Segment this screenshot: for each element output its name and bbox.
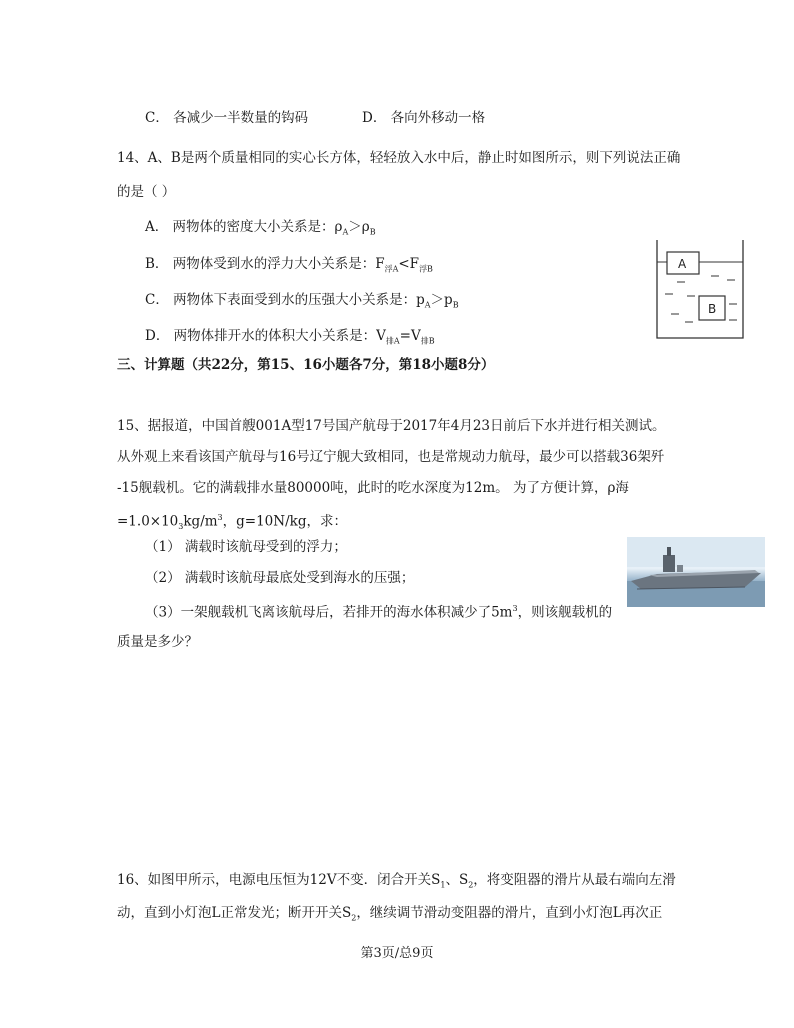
q16-line-2 bbox=[117, 903, 662, 929]
q15-line-4 bbox=[117, 508, 347, 537]
q15-part-3-post: ，则该舰载机的 bbox=[517, 604, 613, 621]
q14-option-c bbox=[145, 290, 459, 316]
q14-option-b bbox=[145, 254, 433, 280]
block-a-label: A bbox=[678, 257, 687, 271]
q16-line-1-post: ，将变阻器的滑片从最右端向左滑 bbox=[473, 872, 676, 888]
q15-line-4-pre: =1.0×10 bbox=[117, 513, 179, 530]
q14-option-a-mid: ＞ρ bbox=[348, 219, 370, 235]
aircraft-carrier-photo bbox=[627, 537, 765, 607]
q15-line-3: -15舰载机。它的满载排水量80000吨，此时的吃水深度为12m。 为了方便计算，ρ海 bbox=[117, 480, 629, 496]
q14-option-a bbox=[145, 217, 376, 243]
q16-line-1-s1: 1 bbox=[440, 880, 446, 890]
q15-part-3-sup: 3 bbox=[512, 604, 518, 613]
q14-option-a-sub2: B bbox=[369, 227, 376, 237]
q15-line-2: 从外观上来看该国产航母与16号辽宁舰大致相同，也是常规动力航母，最少可以搭载36架歼 bbox=[117, 449, 665, 465]
carrier-mast bbox=[667, 547, 671, 556]
aircraft-carrier-illustration bbox=[627, 537, 765, 607]
q14-stem-line-1: 14、A、B是两个质量相同的实心长方体，轻轻放入水中后，静止时如图所示，则下列说法正确 bbox=[117, 150, 681, 166]
q16-line-2-post: ，继续调节滑动变阻器的滑片，直到小灯泡L再次正 bbox=[356, 905, 663, 921]
carrier-island bbox=[663, 555, 675, 572]
q14-option-d-sub2: 排B bbox=[420, 336, 435, 346]
q14-option-b-sub2: 浮B bbox=[419, 264, 433, 274]
carrier-structure bbox=[677, 565, 683, 572]
q13-option-c: C． 各减少一半数量的钩码 bbox=[145, 110, 309, 126]
q14-stem-line-2: 的是（ ） bbox=[117, 184, 176, 200]
q15-part-1: （1） 满载时该航母受到的浮力； bbox=[145, 539, 347, 555]
page-footer: 第3页/总9页 bbox=[360, 946, 434, 961]
q15-line-4-sup: 3 bbox=[217, 513, 223, 522]
q14-option-c-sub1: A bbox=[424, 300, 431, 310]
q15-line-4-mid: kg/m bbox=[183, 513, 218, 530]
q16-line-2-pre: 动，直到小灯泡L正常发光；断开开关S bbox=[117, 905, 352, 921]
q16-line-1-mid: 、S bbox=[445, 872, 469, 888]
q14-option-a-sub1: A bbox=[342, 227, 349, 237]
q15-part-3 bbox=[145, 599, 612, 623]
q14-option-c-text: C． 两物体下表面受到水的压强大小关系是：p bbox=[145, 292, 425, 308]
q14-option-a-text: A． 两物体的密度大小关系是：ρ bbox=[145, 219, 343, 235]
q14-option-d-mid: =V bbox=[399, 328, 421, 344]
q14-option-b-text: B． 两物体受到水的浮力大小关系是：F bbox=[145, 256, 385, 272]
q15-part-2: （2） 满载时该航母最底处受到海水的压强； bbox=[145, 570, 415, 586]
q16-line-2-s2: 2 bbox=[351, 913, 357, 923]
q14-option-d-sub1: 排A bbox=[385, 336, 400, 346]
q14-option-c-sub2: B bbox=[452, 300, 459, 310]
q14-water-container-figure bbox=[655, 238, 745, 340]
q14-option-c-mid: ＞p bbox=[430, 292, 453, 308]
section-3-heading: 三、计算题（共22分，第15、16小题各7分，第18小题8分） bbox=[117, 357, 495, 373]
block-b-label: B bbox=[708, 302, 717, 316]
q14-option-d bbox=[145, 326, 435, 352]
q15-part-3-continued: 质量是多少？ bbox=[117, 634, 198, 650]
q15-part-3-pre: （3）一架舰载机飞离该航母后，若排开的海水体积减少了5m bbox=[145, 604, 513, 621]
q16-line-1 bbox=[117, 870, 676, 896]
q16-line-1-pre: 16、如图甲所示，电源电压恒为12V不变．闭合开关S bbox=[117, 872, 441, 888]
q14-option-b-mid: <F bbox=[398, 256, 420, 272]
q14-option-b-sub1: 浮A bbox=[384, 264, 399, 274]
sky bbox=[627, 537, 765, 567]
q15-line-4-post: ，g=10N/kg，求： bbox=[222, 513, 347, 530]
q15-line-4-sub: 3 bbox=[178, 522, 184, 532]
q13-option-d: D． 各向外移动一格 bbox=[362, 110, 486, 126]
q14-option-d-text: D． 两物体排开水的体积大小关系是：V bbox=[145, 328, 386, 344]
q15-line-1: 15、据报道，中国首艘001A型17号国产航母于2017年4月23日前后下水并进行相关测试。 bbox=[117, 418, 666, 434]
q16-line-1-s2: 2 bbox=[468, 880, 474, 890]
